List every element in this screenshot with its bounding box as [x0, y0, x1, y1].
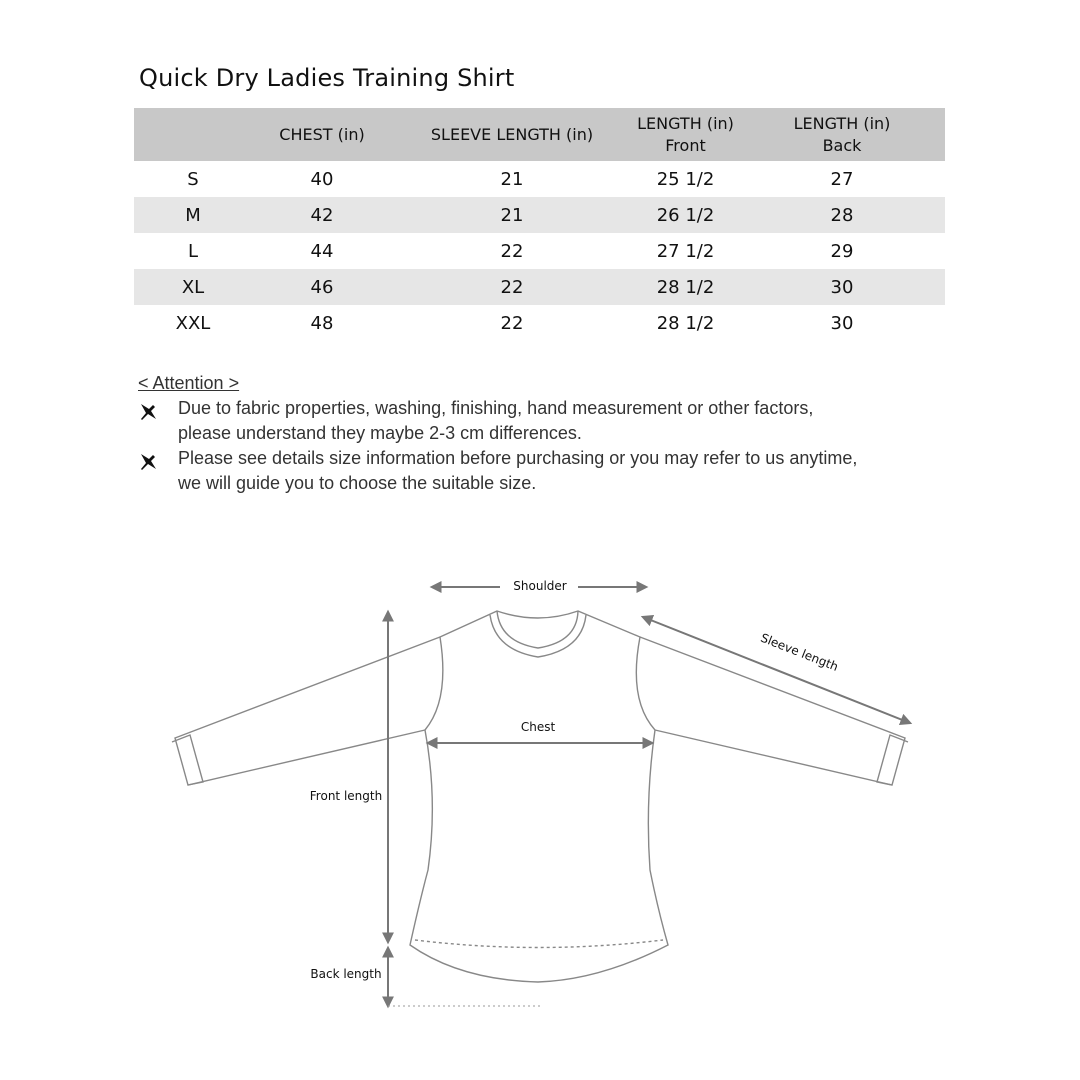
header-chest: CHEST (in)	[252, 108, 392, 161]
header-size	[134, 108, 252, 161]
header-front-length-line2: Front	[665, 135, 706, 155]
page-title: Quick Dry Ladies Training Shirt	[139, 64, 515, 92]
pushpin-icon	[138, 450, 160, 472]
shirt-measurement-diagram	[0, 560, 1080, 1080]
size-chart-table	[134, 108, 945, 341]
table-row	[134, 305, 945, 341]
header-front-length	[632, 108, 739, 161]
back-length-cell: 27	[830, 168, 854, 190]
sleeve-length-label: Sleeve length	[758, 630, 841, 674]
table-row	[134, 197, 945, 233]
header-back-length	[739, 108, 945, 161]
pushpin-icon	[138, 400, 160, 422]
chest-label: Chest	[520, 720, 556, 734]
chest-cell: 46	[252, 269, 392, 305]
back-length-label: Back length	[310, 967, 382, 981]
table-row	[134, 161, 945, 197]
size-cell: XL	[134, 269, 252, 305]
size-cell: XXL	[175, 312, 211, 334]
back-length-cell: 30	[739, 269, 945, 305]
shoulder-label: Shoulder	[513, 579, 567, 593]
back-length-cell: 28	[739, 197, 945, 233]
header-back-length-line1: LENGTH (in)	[793, 113, 891, 133]
attention-note	[138, 396, 918, 446]
sleeve-cell: 22	[392, 269, 632, 305]
size-cell: S	[187, 168, 199, 190]
front-length-label: Front length	[309, 789, 383, 803]
header-sleeve-length: SLEEVE LENGTH (in)	[392, 108, 632, 161]
front-length-cell: 26 1/2	[632, 197, 739, 233]
header-back-length-line2: Back	[822, 135, 862, 155]
attention-heading: < Attention >	[138, 373, 240, 393]
table-header-row	[134, 108, 945, 161]
note-line2: please understand they maybe 2-3 cm differences.	[178, 423, 582, 443]
front-length-cell: 27 1/2	[656, 240, 715, 262]
note-line1: Due to fabric properties, washing, finishing, hand measurement or other factors,	[178, 398, 814, 418]
sleeve-cell: 21	[500, 168, 524, 190]
table-row	[134, 269, 945, 305]
chest-cell: 42	[252, 197, 392, 233]
shirt-outline	[172, 611, 908, 982]
chest-cell: 40	[310, 168, 334, 190]
attention-note	[138, 446, 918, 496]
back-length-cell: 30	[830, 312, 854, 334]
size-cell: L	[187, 240, 199, 262]
front-length-cell: 28 1/2	[656, 312, 715, 334]
table-row	[134, 233, 945, 269]
sleeve-cell: 22	[500, 240, 524, 262]
chest-cell: 44	[310, 240, 334, 262]
back-length-cell: 29	[830, 240, 854, 262]
sleeve-cell: 21	[392, 197, 632, 233]
note-line1: Please see details size information before purchasing or you may refer to us anytime,	[178, 448, 858, 468]
front-length-cell: 25 1/2	[656, 168, 715, 190]
front-length-cell: 28 1/2	[632, 269, 739, 305]
chest-cell: 48	[310, 312, 334, 334]
size-cell: M	[134, 197, 252, 233]
header-front-length-line1: LENGTH (in)	[637, 113, 734, 133]
sleeve-cell: 22	[500, 312, 524, 334]
note-line2: we will guide you to choose the suitable size.	[178, 473, 537, 493]
